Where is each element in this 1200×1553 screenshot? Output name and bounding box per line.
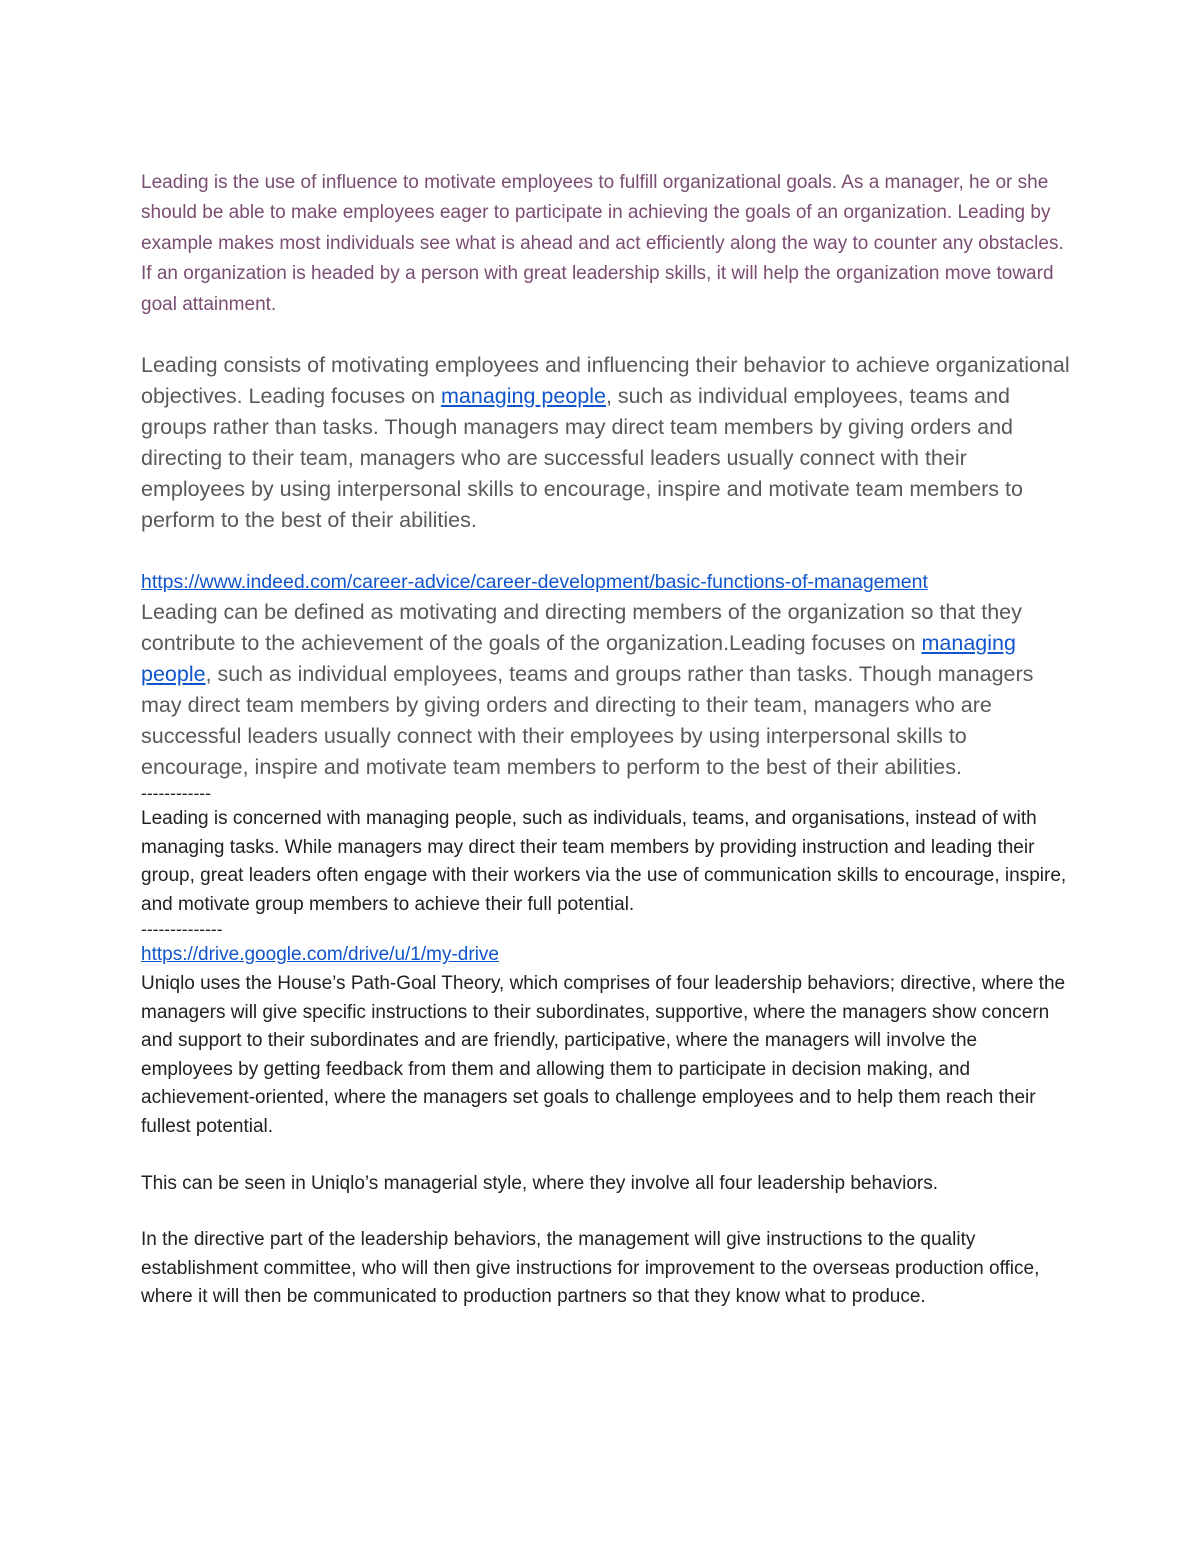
indeed-url-link[interactable]: https://www.indeed.com/career-advice/career-development/basic-functions-of-management xyxy=(141,571,928,594)
paragraph-uniqlo-managerial-style: This can be seen in Uniqlo’s managerial style, where they involve all four leadership behaviors. xyxy=(141,1172,939,1194)
paragraph-leading-concerned: Leading is concerned with managing people, such as individuals, teams, and organisations, instead of with managing tasks. While managers may direct their team members by providing instruction and leading their group, great leaders often engage with their workers via the use of communication skills to encourage, inspire, and motivate group members to achieve their full potential. xyxy=(141,808,1067,915)
blank-line xyxy=(141,536,1071,567)
managing-people-link[interactable]: managing people xyxy=(441,384,606,409)
document-page xyxy=(141,168,1071,1312)
managing-people-link[interactable]: managing people xyxy=(141,631,1016,687)
blank-line xyxy=(141,1142,1071,1170)
paragraph-leading-defined xyxy=(141,597,1071,783)
paragraph-leading-influence: Leading is the use of influence to motivate employees to fulfill organizational goals. As a manager, he or she should be able to make employees eager to participate in achieving the goals of an organization. Leading by example makes most individuals see what is ahead and act efficiently along the way to counter any obstacles. If an organization is headed by a person with great leadership skills, it will help the organization move toward goal attainment. xyxy=(141,172,1064,315)
paragraph-text: Leading consists of motivating employees and influencing their behavior to achieve organizational objectives. Leading focuses on xyxy=(141,353,1070,409)
blank-line xyxy=(141,1198,1071,1226)
separator-dashes: -------------- xyxy=(141,919,223,940)
paragraph-text: Leading can be defined as motivating and directing members of the organization so that they contribute to the achievement of the goals of the organization.Leading focuses on xyxy=(141,600,1022,656)
paragraph-leading-motivating xyxy=(141,350,1071,536)
paragraph-text: , such as individual employees, teams and groups rather than tasks. Though managers may direct team members by giving orders and directing to their team, managers who are successful leaders usually connect with their employees by using interpersonal skills to encourage, inspire and motivate team members to perform to the best of their abilities. xyxy=(141,662,1034,780)
blank-line xyxy=(141,320,1071,350)
google-drive-url-link[interactable]: https://drive.google.com/drive/u/1/my-drive xyxy=(141,944,499,966)
separator-dashes: ------------ xyxy=(141,783,211,804)
paragraph-directive-part: In the directive part of the leadership behaviors, the management will give instructions to the quality establishment committee, who will then give instructions for improvement to the overseas production office, where it will then be communicated to production partners so that they know what to produce. xyxy=(141,1229,1040,1308)
paragraph-text: , such as individual employees, teams and groups rather than tasks. Though managers may direct team members by giving orders and directing to their team, managers who are successful leaders usually connect with their employees by using interpersonal skills to encourage, inspire and motivate team members to perform to the best of their abilities. xyxy=(141,384,1023,533)
paragraph-uniqlo-path-goal: Uniqlo uses the House’s Path-Goal Theory, which comprises of four leadership behaviors; directive, where the managers will give specific instructions to their subordinates, supportive, where the managers show concern and support to their subordinates and are friendly, participative, where the managers will involve the employees by getting feedback from them and allowing them to participate in decision making, and achievement-oriented, where the managers set goals to challenge employees and to help them reach their fullest potential. xyxy=(141,973,1066,1137)
